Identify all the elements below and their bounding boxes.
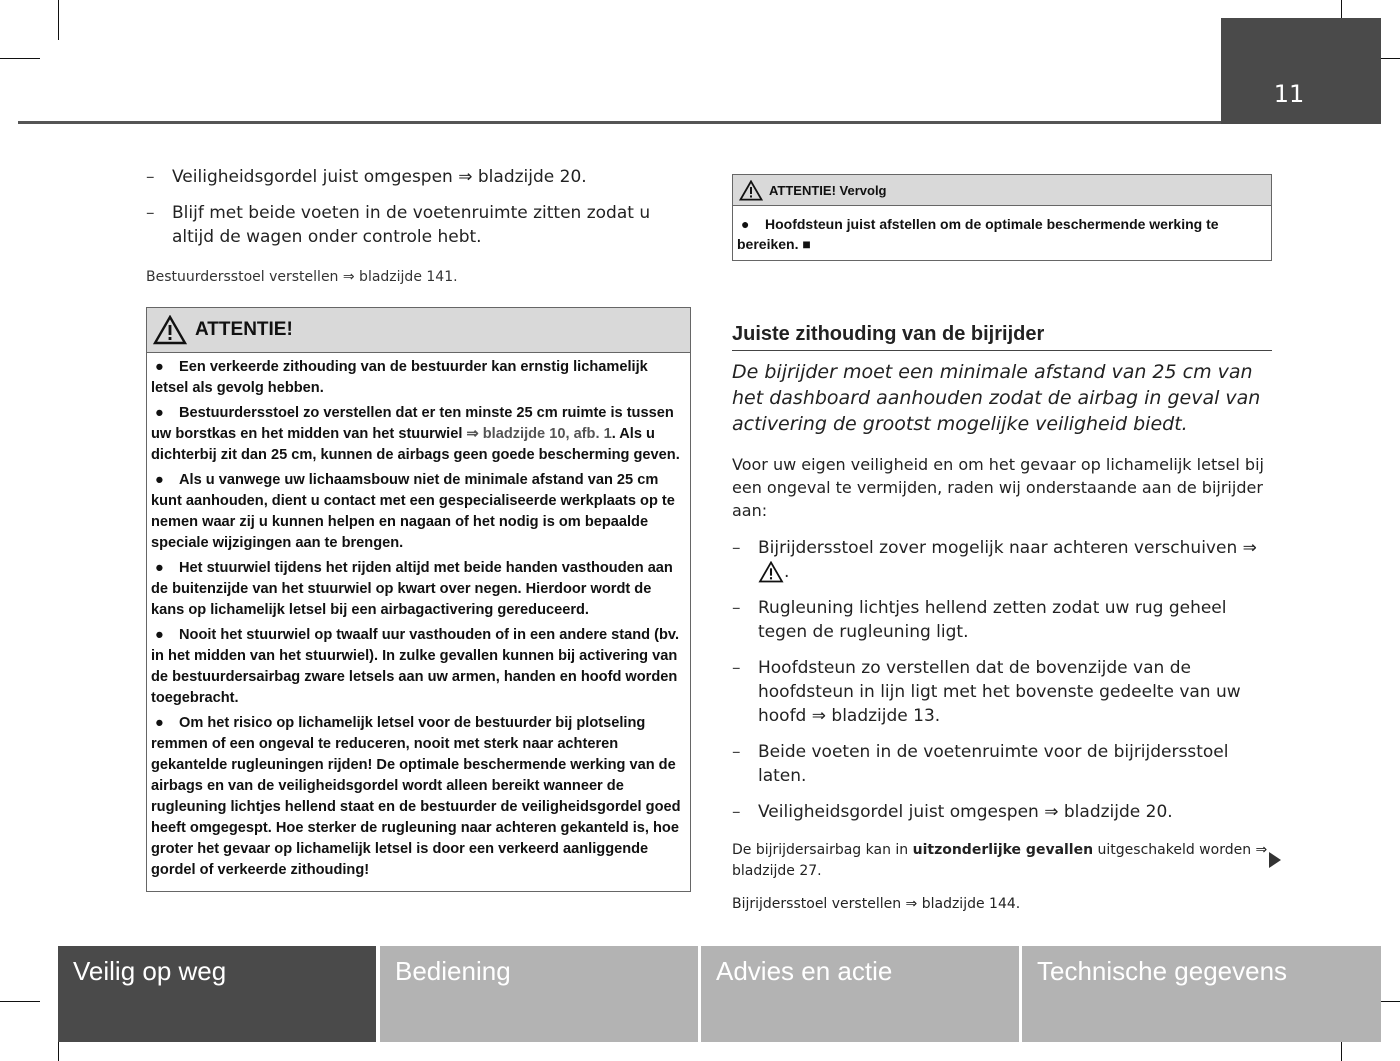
next-page-arrow-icon[interactable] [1269,852,1281,868]
list-item: – Bijrijdersstoel zover mogelijk naar achteren verschuiven ⇒ . [732,538,1257,582]
warning-box [146,307,691,892]
airbag-note: De bijrijdersairbag kan in uitzonderlijke gevallen uitgeschakeld worden ⇒ bladzijde 27. [732,842,1268,879]
warning-body [147,353,690,891]
warning-item: ● Het stuurwiel tijdens het rijden altijd met beide handen vasthouden aan de buitenzijde van het stuurwiel op kwart over negen. Hierdoor wordt de kans op lichamelijk letsel bij een airbagactivering gereduceerd. [151,560,673,618]
warning-triangle-icon [153,315,187,345]
warning-triangle-icon [739,180,763,201]
intro-paragraph: Voor uw eigen veiligheid en om het gevaar op lichamelijk letsel bij een ongeval te vermijden, raden wij onderstaande aan de bijrijder aan: [732,455,1264,520]
tab-bediening[interactable] [380,946,698,1042]
warning-body [733,206,1271,260]
warning-item: ● Nooit het stuurwiel op twaalf uur vasthouden of in een andere stand (bv. in het midden van het stuurwiel). In zulke gevallen kunnen bij activering van de bestuurdersairbag zware letsels aan uw armen, handen en hoofd worden toegebracht. [151,627,680,706]
crop-mark [0,1001,40,1002]
page-number: 11 [1273,80,1305,108]
warning-header [733,175,1271,206]
list-item: – Blijf met beide voeten in de voetenruimte zitten zodat u altijd de wagen onder controle hebt. [146,203,651,247]
list-item: – Hoofdsteun zo verstellen dat de bovenzijde van de hoofdsteun in lijn ligt met het bovenste gedeelte van uw hoofd ⇒ bladzijde 13. [732,658,1241,726]
warning-item: ● Om het risico op lichamelijk letsel voor de bestuurder bij plotseling remmen of een ongeval te reduceren, nooit met sterk naar achteren gekantelde rugleuningen rijden! De optimale beschermende werking van de airbags en van de veiligheidsgordel wordt alleen bereikt wanneer de rugleuning lichtjes hellend staat en de bestuurder de veiligheidsgordel goed heeft omgegespt. Hoe sterker de rugleuning naar achteren gekanteld is, hoe groter het gevaar op lichamelijk letsel is door een verkeerd aanliggende gordel of verkeerde zithouding! [151,715,681,878]
left-column [146,165,691,892]
section-title: Juiste zithouding van de bijrijder [732,323,1272,351]
tab-label: Bediening [395,956,511,986]
warning-item: ● Een verkeerde zithouding van de bestuurder kan ernstig lichamelijk letsel als gevolg hebben. [151,359,648,396]
list-item: – Veiligheidsgordel juist omgespen ⇒ bladzijde 20. [732,802,1173,822]
page-number-box [1221,18,1381,124]
end-mark: ■ [802,236,811,252]
list-item: – Beide voeten in de voetenruimte voor de bijrijdersstoel laten. [732,742,1229,786]
list-item: – Rugleuning lichtjes hellend zetten zodat uw rug geheel tegen de rugleuning ligt. [732,598,1227,642]
tab-label: Veilig op weg [73,956,227,986]
cross-reference: Bestuurdersstoel verstellen ⇒ bladzijde 141. [146,269,458,285]
warning-item: ● Hoofdsteun juist afstellen om de optimale beschermende werking te bereiken. ■ [737,216,1219,252]
right-column [732,165,1272,927]
lead-paragraph: De bijrijder moet een minimale afstand van 25 cm van het dashboard aanhouden zodat de airbag in geval van activering de grootst mogelijke veiligheid biedt. [732,361,1261,435]
warning-title: ATTENTIE! Vervolg [769,182,887,198]
tab-advies-en-actie[interactable] [701,946,1019,1042]
warning-title: ATTENTIE! [195,319,293,340]
warning-item: ● Als u vanwege uw lichaamsbouw niet de minimale afstand van 25 cm kunt aanhouden, dient u contact met een gespecialiseerde werkplaats op te nemen waar zij u kunnen helpen en nagaan of het nodig is om bepaalde speciale wijzigingen aan te brengen. [151,472,675,551]
footer-nav [58,946,1381,1042]
dash-list [146,165,691,249]
warning-item: ● Bestuurdersstoel zo verstellen dat er ten minste 25 cm ruimte is tussen uw borstkas en het midden van het stuurwiel ⇒ bladzijde 10, afb. 1. Als u dichterbij zit dan 25 cm, kunnen de airbags geen goede bescherming geven. [151,405,680,463]
header-rule [18,121,1381,124]
tab-veilig-op-weg[interactable] [58,946,376,1042]
warning-continued-box [732,174,1272,261]
list-item: – Veiligheidsgordel juist omgespen ⇒ bladzijde 20. [146,167,587,187]
tab-technische-gegevens[interactable] [1022,946,1381,1042]
tab-label: Technische gegevens [1037,956,1288,986]
cross-reference: Bijrijdersstoel verstellen ⇒ bladzijde 144. [732,896,1021,912]
warning-header [147,308,690,353]
crop-mark [58,0,59,40]
tab-label: Advies en actie [716,956,893,986]
page-link[interactable]: ⇒ bladzijde 10, afb. 1 [466,426,612,442]
crop-mark [0,58,40,59]
warning-triangle-icon[interactable] [758,562,784,582]
dash-list [732,536,1272,824]
